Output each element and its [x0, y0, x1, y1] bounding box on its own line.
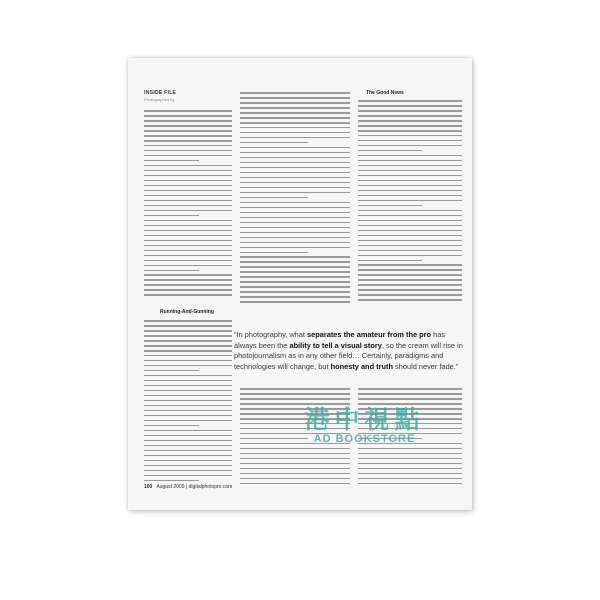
text-line	[358, 433, 462, 435]
text-line	[144, 140, 232, 142]
text-line	[240, 388, 350, 390]
column-1-text-top	[144, 110, 232, 306]
text-line	[240, 207, 350, 209]
text-line	[358, 299, 462, 301]
text-line	[144, 380, 232, 382]
text-line	[358, 225, 462, 227]
text-line	[144, 220, 232, 222]
text-line	[358, 245, 462, 247]
text-line	[144, 210, 232, 212]
text-line	[144, 385, 232, 387]
text-line	[358, 200, 462, 202]
text-line	[240, 448, 350, 450]
text-line	[144, 415, 232, 417]
text-line	[358, 428, 462, 430]
text-line	[358, 418, 462, 420]
text-line	[144, 284, 232, 286]
text-line	[240, 458, 350, 460]
text-line	[358, 274, 462, 276]
text-line	[144, 294, 232, 296]
text-line	[240, 301, 350, 303]
text-line	[240, 463, 350, 465]
text-line	[144, 190, 232, 192]
text-line	[144, 170, 232, 172]
text-line	[358, 160, 462, 162]
text-line	[144, 350, 232, 352]
watermark-chinese-text: 港中視點	[304, 405, 425, 434]
text-line	[144, 330, 232, 332]
text-line	[240, 192, 350, 194]
text-line	[144, 450, 232, 452]
text-line	[240, 227, 350, 229]
text-line	[240, 398, 350, 400]
text-line	[240, 217, 350, 219]
pull-quote-text-2: has always been the	[234, 330, 446, 350]
text-line	[144, 175, 232, 177]
text-line	[358, 170, 462, 172]
text-line	[144, 365, 232, 367]
text-line	[240, 296, 350, 298]
text-line	[240, 202, 350, 204]
text-line	[358, 438, 422, 440]
text-line	[358, 210, 462, 212]
text-line	[144, 480, 199, 482]
text-line	[240, 266, 350, 268]
text-line	[358, 423, 462, 425]
text-line	[144, 465, 232, 467]
text-line	[240, 197, 308, 199]
text-line	[144, 200, 232, 202]
text-line	[240, 403, 350, 405]
text-line	[358, 180, 462, 182]
byline: Photographed by	[144, 97, 175, 102]
text-line	[144, 115, 232, 117]
text-line	[240, 102, 350, 104]
text-line	[240, 453, 350, 455]
folio-divider: |	[185, 484, 188, 490]
text-line	[240, 256, 350, 258]
text-line	[144, 274, 232, 276]
text-line	[358, 264, 462, 266]
text-line	[144, 400, 232, 402]
text-line	[358, 468, 462, 470]
text-line	[358, 250, 462, 252]
text-line	[240, 222, 350, 224]
text-line	[144, 440, 232, 442]
text-line	[240, 281, 350, 283]
text-line	[358, 453, 462, 455]
text-line	[240, 112, 350, 114]
text-line	[144, 185, 232, 187]
text-line	[358, 294, 462, 296]
text-line	[144, 405, 232, 407]
text-line	[144, 215, 199, 217]
text-line	[144, 370, 199, 372]
text-line	[144, 130, 232, 132]
pull-quote-text-4: should never fade.”	[392, 361, 459, 371]
text-line	[144, 470, 232, 472]
column-title: The Good News	[366, 90, 404, 96]
text-line	[144, 110, 232, 112]
text-line	[144, 340, 232, 342]
text-line	[240, 167, 350, 169]
text-line	[240, 247, 350, 249]
text-line	[358, 150, 422, 152]
column-3-text-top	[358, 100, 462, 308]
text-line	[144, 165, 232, 167]
text-line	[240, 212, 350, 214]
text-line	[240, 443, 350, 445]
site-url: digitalphotopro.com	[188, 484, 233, 490]
text-line	[144, 250, 232, 252]
text-line	[144, 425, 199, 427]
pull-quote-highlight-3: honesty and truth	[330, 361, 393, 371]
text-line	[240, 483, 350, 485]
text-line	[358, 130, 462, 132]
text-line	[240, 127, 350, 129]
text-line	[240, 172, 350, 174]
text-line	[240, 132, 350, 134]
text-line	[144, 235, 232, 237]
text-line	[240, 276, 350, 278]
section-label: INSIDE FILE	[144, 90, 177, 96]
text-line	[144, 125, 232, 127]
text-line	[358, 458, 462, 460]
text-line	[358, 403, 462, 405]
pull-quote-text-1: “In photography, what	[234, 330, 307, 339]
text-line	[358, 100, 462, 102]
text-line	[358, 443, 462, 445]
text-line	[144, 289, 232, 291]
text-line	[240, 142, 308, 144]
column-2-text-bottom	[240, 388, 350, 488]
text-line	[144, 455, 232, 457]
text-line	[358, 235, 462, 237]
subhead: Running-And-Gunning	[160, 309, 214, 315]
text-line	[144, 375, 232, 377]
text-line	[144, 145, 232, 147]
text-line	[144, 240, 232, 242]
pull-quote-text-3: , so the cream will rise in photojournalism as in any other field… Certainly, paradigms and technologies will change, but	[234, 340, 463, 371]
text-line	[358, 413, 462, 415]
text-line	[144, 320, 232, 322]
text-line	[144, 325, 232, 327]
text-line	[144, 435, 232, 437]
text-line	[240, 473, 350, 475]
text-line	[240, 418, 350, 420]
text-line	[358, 463, 462, 465]
text-line	[144, 335, 232, 337]
text-line	[358, 230, 462, 232]
text-line	[240, 438, 308, 440]
text-line	[144, 420, 232, 422]
text-line	[358, 398, 462, 400]
text-line	[358, 473, 462, 475]
text-line	[358, 215, 462, 217]
magazine-page	[128, 58, 472, 510]
text-line	[144, 120, 232, 122]
text-line	[358, 269, 462, 271]
text-line	[358, 110, 462, 112]
text-line	[358, 255, 462, 257]
text-line	[240, 428, 350, 430]
text-line	[144, 245, 232, 247]
text-line	[144, 395, 232, 397]
text-line	[240, 147, 350, 149]
text-line	[144, 355, 232, 357]
column-3-text-bottom	[358, 388, 462, 488]
text-line	[144, 205, 232, 207]
text-line	[144, 410, 232, 412]
text-line	[358, 145, 462, 147]
text-line	[358, 483, 462, 485]
text-line	[358, 195, 462, 197]
text-line	[358, 185, 462, 187]
text-line	[240, 413, 350, 415]
folio	[144, 484, 232, 490]
text-line	[144, 160, 199, 162]
text-line	[358, 135, 462, 137]
text-line	[358, 478, 462, 480]
text-line	[144, 180, 232, 182]
text-line	[358, 393, 462, 395]
text-line	[358, 105, 462, 107]
text-line	[358, 155, 462, 157]
text-line	[240, 162, 350, 164]
text-line	[240, 237, 350, 239]
text-line	[240, 261, 350, 263]
text-line	[144, 155, 232, 157]
text-line	[358, 140, 462, 142]
text-line	[358, 279, 462, 281]
text-line	[240, 152, 350, 154]
text-line	[358, 448, 462, 450]
text-line	[358, 120, 462, 122]
text-line	[358, 284, 462, 286]
text-line	[144, 345, 232, 347]
text-line	[240, 271, 350, 273]
text-line	[240, 137, 350, 139]
text-line	[240, 97, 350, 99]
text-line	[144, 360, 232, 362]
text-line	[358, 205, 422, 207]
column-1-text-bottom	[144, 320, 232, 485]
text-line	[240, 182, 350, 184]
text-line	[240, 107, 350, 109]
text-line	[358, 260, 422, 262]
text-line	[240, 242, 350, 244]
text-line	[144, 390, 232, 392]
text-line	[358, 175, 462, 177]
text-line	[240, 117, 350, 119]
text-line	[240, 177, 350, 179]
text-line	[240, 433, 350, 435]
text-line	[144, 195, 232, 197]
text-line	[144, 430, 232, 432]
text-line	[144, 150, 232, 152]
text-line	[358, 220, 462, 222]
pull-quote	[234, 330, 464, 372]
text-line	[240, 468, 350, 470]
text-line	[240, 252, 308, 254]
text-line	[240, 232, 350, 234]
text-line	[144, 135, 232, 137]
text-line	[358, 240, 462, 242]
text-line	[240, 478, 350, 480]
page-number: 100	[144, 484, 153, 490]
text-line	[240, 286, 350, 288]
text-line	[240, 423, 350, 425]
text-line	[358, 190, 462, 192]
text-line	[358, 165, 462, 167]
text-line	[240, 393, 350, 395]
text-line	[144, 255, 232, 257]
text-line	[144, 225, 232, 227]
text-line	[358, 115, 462, 117]
text-line	[144, 230, 232, 232]
text-line	[358, 289, 462, 291]
text-line	[358, 408, 462, 410]
text-line	[240, 291, 350, 293]
issue-date: August 2009	[156, 484, 185, 490]
watermark-english-text: AD BOOKSTORE	[313, 433, 416, 445]
text-line	[144, 260, 232, 262]
text-line	[240, 157, 350, 159]
pull-quote-highlight-2: ability to tell a visual story	[289, 340, 382, 350]
text-line	[144, 445, 232, 447]
text-line	[144, 265, 232, 267]
text-line	[240, 122, 350, 124]
pull-quote-highlight-1: separates the amateur from the pro	[307, 330, 432, 339]
text-line	[358, 388, 462, 390]
column-2-text-top	[240, 92, 350, 308]
text-line	[240, 187, 350, 189]
text-line	[144, 460, 232, 462]
text-line	[358, 125, 462, 127]
text-line	[144, 270, 199, 272]
text-line	[240, 408, 350, 410]
text-line	[240, 92, 350, 94]
text-line	[144, 475, 232, 477]
text-line	[144, 279, 232, 281]
